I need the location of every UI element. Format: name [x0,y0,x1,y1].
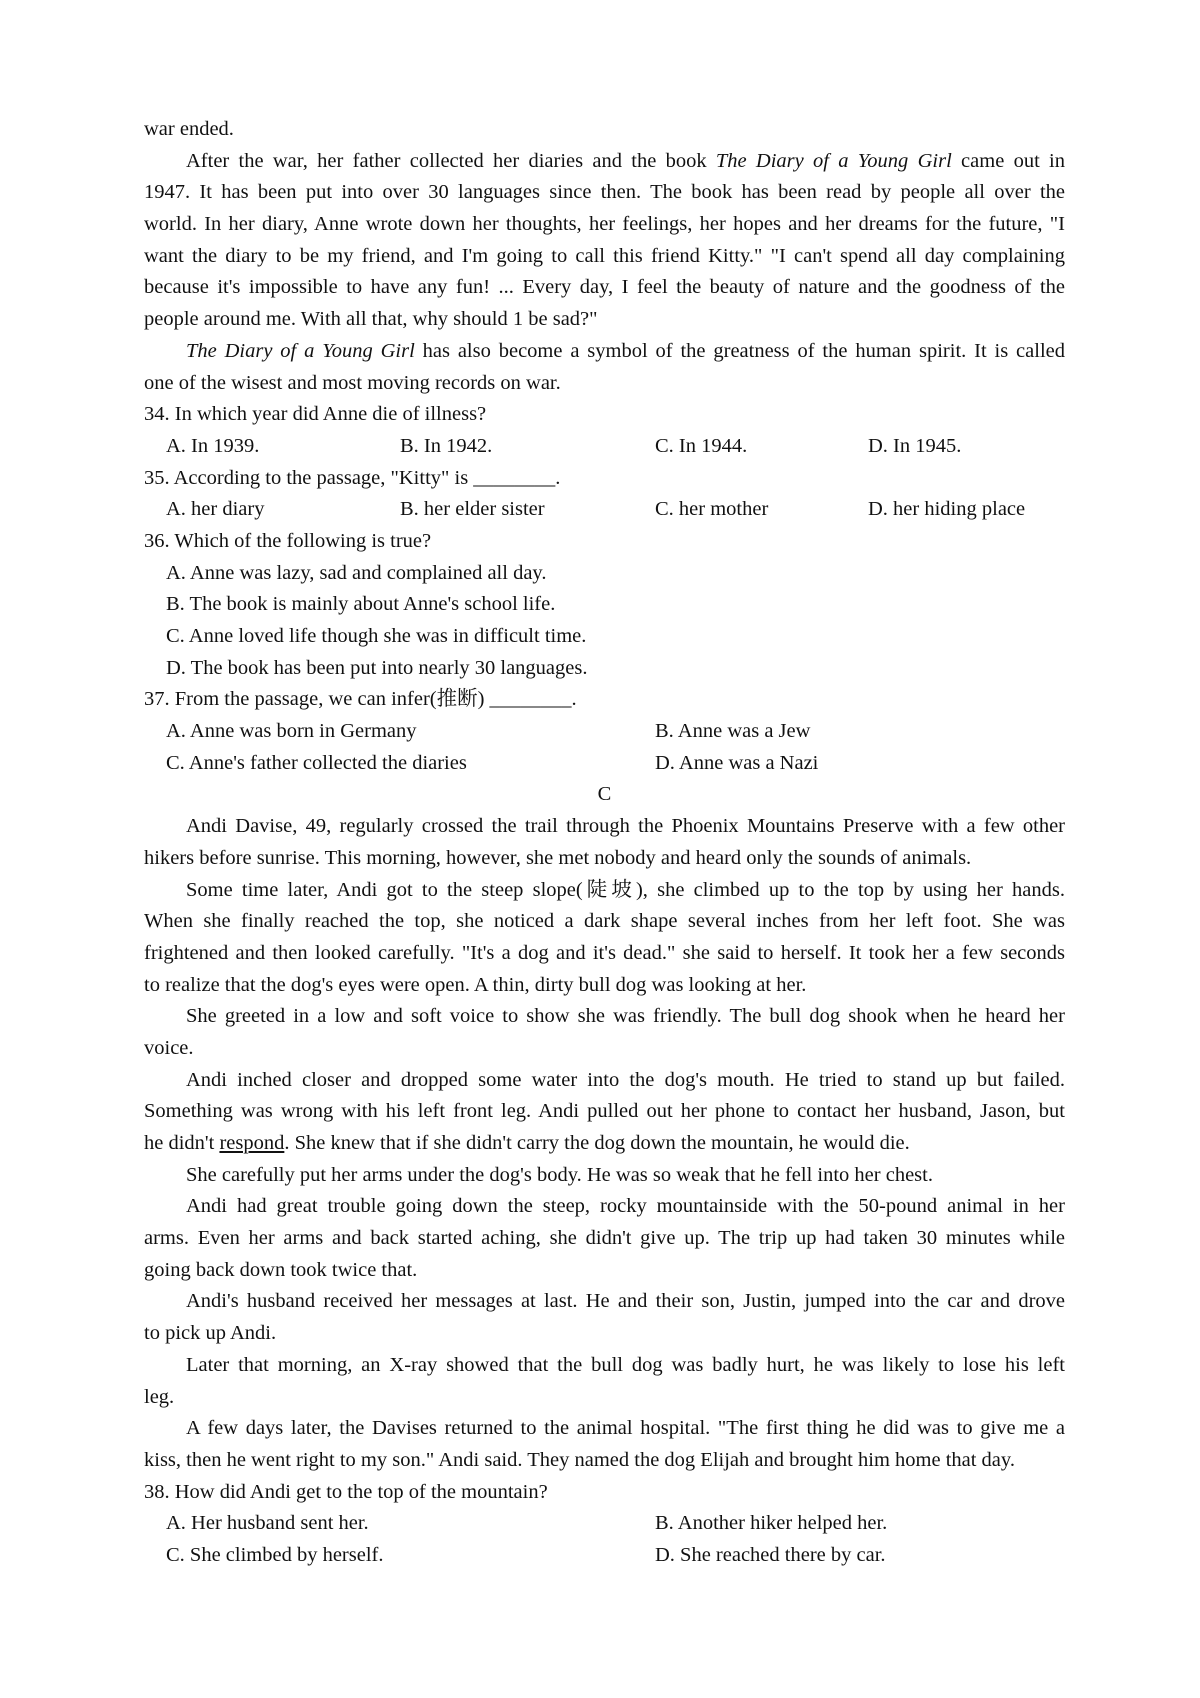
answer-option[interactable]: A. Anne was lazy, sad and complained all day. [166,561,547,584]
text-run: Some time later, Andi got to the steep slope(陡坡), she climbed up to the top by using her hands. [186,878,1065,901]
text-line [144,241,1065,273]
text-line [144,843,1065,875]
answer-option[interactable]: C. Anne loved life though she was in difficult time. [166,625,587,647]
text-run: kiss, then he went right to my son." Andi said. They named the dog Elijah and brought him home that day. [144,1448,1015,1471]
text-run: Something was wrong with his left front leg. Andi pulled out her phone to contact her husband, Jason, but [144,1100,1065,1123]
text-run: Andi Davise, 49, regularly crossed the trail through the Phoenix Mountains Preserve with a few other [186,815,1065,838]
answer-option[interactable]: C. In 1944. [655,434,748,457]
answer-option[interactable]: C. Anne's father collected the diaries [166,751,467,774]
section-heading: C [597,783,612,806]
answer-option[interactable]: B. Anne was a Jew [655,720,811,743]
text-run: She carefully put her arms under the dog's body. He was so weak that he fell into her chest. [186,1163,933,1186]
paragraph [144,1191,1065,1286]
document-page [144,114,1065,1572]
answer-option[interactable]: B. The book is mainly about Anne's school life. [166,593,556,616]
text-run: After the war, her father collected her diaries and the book [186,149,716,172]
paragraph [144,1160,1065,1192]
paragraph [144,1413,1065,1476]
text-line [144,1096,1065,1128]
answer-option[interactable]: A. her diary [166,498,265,521]
text-run: hikers before sunrise. This morning, however, she met nobody and heard only the sounds of animals. [144,846,972,869]
answer-option[interactable]: D. In 1945. [868,434,962,457]
text-run: to realize that the dog's eyes were open. A thin, dirty bull dog was looking at her. [144,973,807,996]
text-run: 1947. It has been put into over 30 languages since then. The book has been read by people all over the [144,181,1065,204]
option-row [144,1540,1065,1572]
paragraph [144,875,1065,1002]
text-line [144,1223,1065,1255]
text-line [144,938,1065,970]
paragraph [144,114,1065,146]
option-row [144,494,1065,526]
paragraph [144,811,1065,874]
text-run: one of the wisest and most moving records on war. [144,371,561,394]
text-run: has also become a symbol of the greatness of the human spirit. It is called [414,339,1065,362]
option-row [144,653,1065,685]
option-row [144,621,1065,653]
text-run: to pick up Andi. [144,1322,277,1345]
option-row [144,748,1065,780]
option-row [144,431,1065,463]
question [144,463,1065,526]
question [144,399,1065,462]
text-line [144,272,1065,304]
paragraph [144,1065,1065,1160]
text-run: world. In her diary, Anne wrote down her thoughts, her feelings, her hopes and her dreams for the future, "I [144,213,1065,236]
text-line [144,1160,1065,1192]
text-line [144,1286,1065,1318]
question-stem: 34. In which year did Anne die of illness? [144,403,487,426]
question [144,1477,1065,1572]
option-row [144,589,1065,621]
question-stem: 37. From the passage, we can infer(推断) ________. [144,688,577,711]
option-row [144,558,1065,590]
question [144,684,1065,779]
text-run: leg. [144,1385,175,1408]
text-line [144,1318,1065,1350]
text-line [144,1445,1065,1477]
text-line [144,1382,1065,1414]
text-line [144,1033,1065,1065]
text-line [144,875,1065,907]
answer-option[interactable]: A. In 1939. [166,434,260,457]
question [144,526,1065,684]
text-run: he didn't [144,1132,220,1154]
answer-option[interactable]: B. In 1942. [400,434,493,457]
text-line [144,114,1065,146]
underlined-word: respond [219,1132,285,1154]
answer-option[interactable]: C. She climbed by herself. [166,1543,384,1566]
text-run: voice. [144,1036,194,1059]
text-run: . She knew that if she didn't carry the dog down the mountain, he would die. [284,1132,910,1154]
text-run: arms. Even her arms and back started aching, she didn't give up. The trip up had taken 30 minutes while [144,1227,1065,1250]
text-line [144,1128,1065,1160]
text-run: people around me. With all that, why should 1 be sad?" [144,308,598,331]
question-stem: 38. How did Andi get to the top of the mountain? [144,1480,548,1503]
option-row [144,716,1065,748]
text-line [144,336,1065,368]
answer-option[interactable]: A. Anne was born in Germany [166,720,417,743]
book-title: The Diary of a Young Girl [715,149,952,172]
paragraph [144,1286,1065,1349]
text-run: going back down took twice that. [144,1258,418,1281]
answer-option[interactable]: A. Her husband sent her. [166,1512,369,1535]
text-line [144,1413,1065,1445]
question-stem: 36. Which of the following is true? [144,529,432,552]
paragraph [144,1350,1065,1413]
text-run: because it's impossible to have any fun! ... Every day, I feel the beauty of nature and the goodness of the [144,276,1065,299]
text-line [144,1065,1065,1097]
text-line [144,1191,1065,1223]
text-line [144,146,1065,178]
question-stem: 35. According to the passage, "Kitty" is ________. [144,466,561,489]
text-line [144,1001,1065,1033]
text-line [144,368,1065,400]
answer-option[interactable]: B. her elder sister [400,498,545,521]
option-row [144,1508,1065,1540]
text-line [144,1255,1065,1287]
answer-option[interactable]: D. her hiding place [868,498,1026,521]
text-line [144,304,1065,336]
paragraph [144,1001,1065,1064]
text-line [144,970,1065,1002]
text-run: want the diary to be my friend, and I'm going to call this friend Kitty." "I can't spend all day complaining [144,244,1065,267]
text-run: When she finally reached the top, she noticed a dark shape several inches from her left foot. She was [144,910,1065,933]
text-run: frightened and then looked carefully. "It's a dog and it's dead." she said to herself. It took her a few seconds [144,941,1065,964]
text-run: came out in [951,149,1065,172]
text-run: Later that morning, an X-ray showed that the bull dog was badly hurt, he was likely to lose his left [186,1353,1065,1376]
text-run: A few days later, the Davises returned to the animal hospital. "The first thing he did was to give me a [186,1417,1065,1440]
paragraph [144,336,1065,399]
answer-option[interactable]: B. Another hiker helped her. [655,1512,888,1535]
text-run: war ended. [144,118,234,140]
answer-option[interactable]: D. Anne was a Nazi [655,751,819,774]
answer-option[interactable]: D. The book has been put into nearly 30 languages. [166,656,588,679]
text-run: Andi inched closer and dropped some water into the dog's mouth. He tried to stand up but failed. [186,1068,1065,1091]
answer-option[interactable]: D. She reached there by car. [655,1543,886,1566]
book-title: The Diary of a Young Girl [186,339,415,362]
text-run: She greeted in a low and soft voice to show she was friendly. The bull dog shook when he heard her [186,1005,1065,1028]
text-line [144,1350,1065,1382]
paragraph [144,146,1065,336]
text-run: Andi's husband received her messages at last. He and their son, Justin, jumped into the car and drove [186,1290,1065,1313]
text-run: Andi had great trouble going down the steep, rocky mountainside with the 50-pound animal in her [186,1195,1065,1218]
text-line [144,177,1065,209]
text-line [144,209,1065,241]
text-line [144,811,1065,843]
text-line [144,906,1065,938]
answer-option[interactable]: C. her mother [655,498,769,521]
